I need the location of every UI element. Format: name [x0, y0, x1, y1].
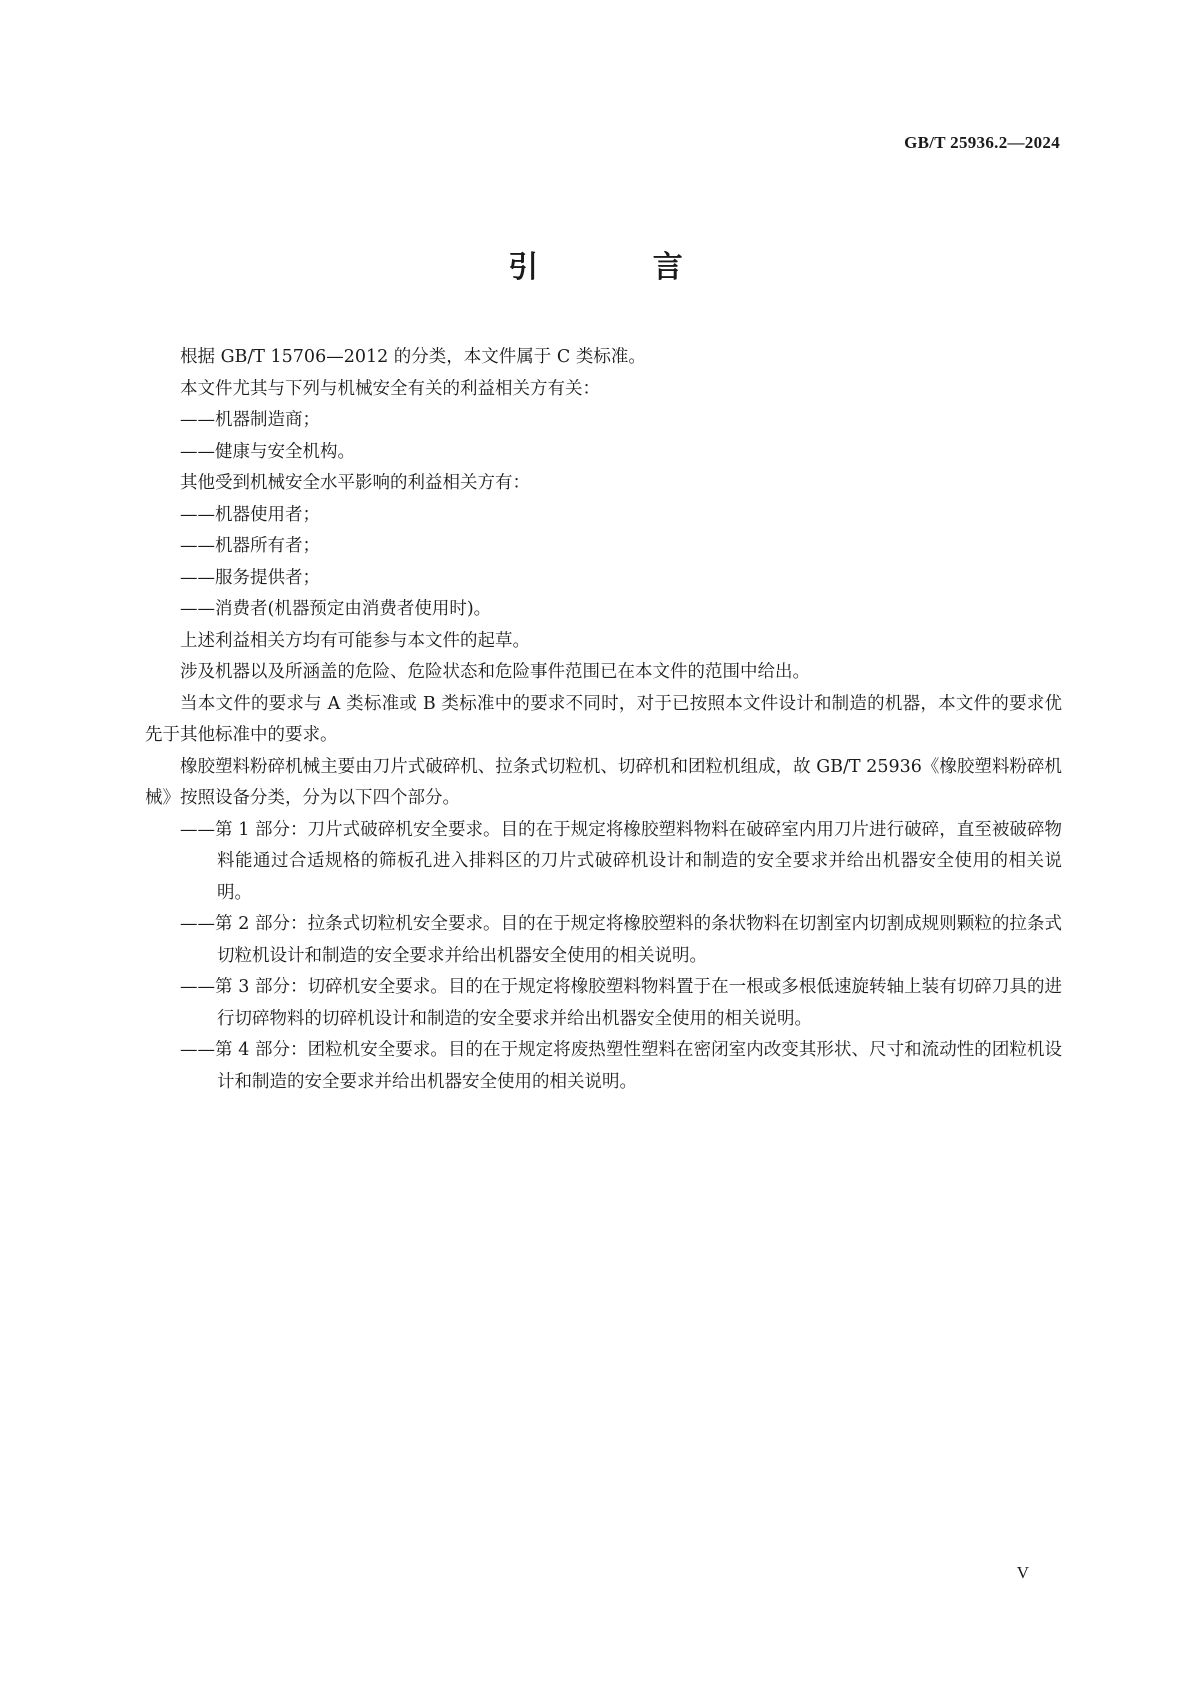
list-item: ——机器所有者；	[180, 536, 320, 556]
list-item: ——健康与安全机构。	[180, 441, 355, 462]
part-3-item: ——第 3 部分：切碎机安全要求。目的在于规定将橡胶塑料物料置于在一根或多根低速旋转轴上装有切碎刀具的进行切碎物料的切碎机设计和制造的安全要求并给出机器安全使用的相关说明。	[180, 977, 1062, 1029]
paragraph-priority: 当本文件的要求与 A 类标准或 B 类标准中的要求不同时，对于已按照本文件设计和制造的机器，本文件的要求优先于其他标准中的要求。	[145, 693, 1062, 745]
list-item: ——机器制造商；	[180, 410, 320, 430]
standard-code: GB/T 25936.2—2024	[904, 133, 1060, 152]
part-4-item: ——第 4 部分：团粒机安全要求。目的在于规定将废热塑性塑料在密闭室内改变其形状、尺寸和流动性的团粒机设计和制造的安全要求并给出机器安全使用的相关说明。	[180, 1040, 1062, 1092]
page-number: V	[1016, 1563, 1029, 1582]
paragraph-classification: 根据 GB/T 15706—2012 的分类，本文件属于 C 类标准。	[180, 347, 646, 367]
paragraph-drafting: 上述利益相关方均有可能参与本文件的起草。	[180, 630, 530, 651]
page-title: 引 言	[508, 250, 735, 285]
part-2-item: ——第 2 部分：拉条式切粒机安全要求。目的在于规定将橡胶塑料的条状物料在切割室内切割成规则颗粒的拉条式切粒机设计和制造的安全要求并给出机器安全使用的相关说明。	[180, 914, 1062, 966]
paragraph-scope: 涉及机器以及所涵盖的危险、危险状态和危险事件范围已在本文件的范围中给出。	[180, 662, 810, 682]
paragraph-parts-intro: 橡胶塑料粉碎机械主要由刀片式破碎机、拉条式切粒机、切碎机和团粒机组成，故 GB/T 25936《橡胶塑料粉碎机械》按照设备分类，分为以下四个部分。	[145, 756, 1062, 808]
paragraph-stakeholders: 本文件尤其与下列与机械安全有关的利益相关方有关：	[180, 378, 600, 399]
list-item: ——服务提供者；	[180, 567, 320, 588]
list-item: ——机器使用者；	[180, 504, 320, 525]
list-item: ——消费者(机器预定由消费者使用时)。	[180, 599, 492, 619]
paragraph-other-stakeholders: 其他受到机械安全水平影响的利益相关方有：	[180, 473, 530, 493]
introduction-body	[145, 342, 1062, 1098]
part-1-item: ——第 1 部分：刀片式破碎机安全要求。目的在于规定将橡胶塑料物料在破碎室内用刀片进行破碎，直至被破碎物料能通过合适规格的筛板孔进入排料区的刀片式破碎机设计和制造的安全要求并给出机器安全使用的相关说明。	[180, 819, 1062, 903]
